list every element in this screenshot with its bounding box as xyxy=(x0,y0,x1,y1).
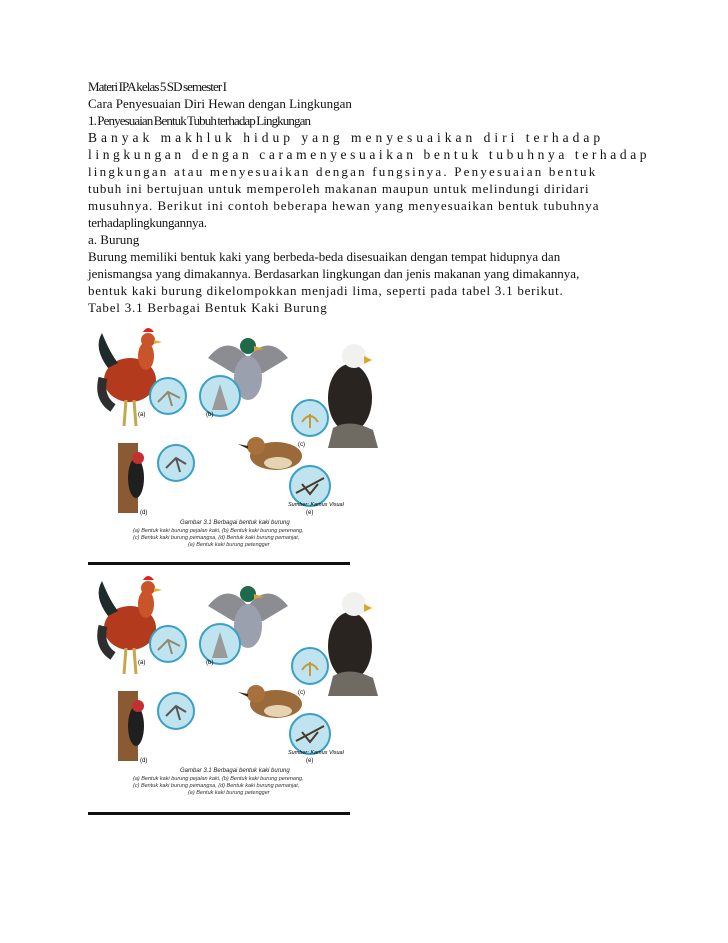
doc-title: Materi IPA kelas 5 SD semester I xyxy=(88,79,227,94)
caption-line: (c) Bentuk kaki burung pemangsa, (d) Bentuk kaki burung pemanjat, xyxy=(133,535,300,541)
caption-title: Gambar 3.1 Berbagai bentuk kaki burung xyxy=(180,520,290,526)
body-line: bentuk kaki burung dikelompokkan menjadi lima, seperti pada tabel 3.1 berikut. xyxy=(88,283,564,298)
caption-line: (a) Bentuk kaki burung pejalan kaki, (b) Bentuk kaki burung perenang, xyxy=(133,776,304,782)
caption-line: (e) Bentuk kaki burung petengger xyxy=(188,542,270,548)
caption-line: (c) Bentuk kaki burung pemangsa, (d) Bentuk kaki burung pemanjat, xyxy=(133,783,300,789)
fig-label: (c) xyxy=(298,442,305,448)
rooster-illustration xyxy=(99,576,162,674)
figure-rule xyxy=(88,562,350,565)
caption-line: (e) Bentuk kaki burung petengger xyxy=(188,790,270,796)
subsection-heading: a. Burung xyxy=(88,232,140,247)
woodpecker-illustration xyxy=(118,443,144,513)
fig-label: (b) xyxy=(206,660,214,666)
fig-label: (d) xyxy=(140,758,148,764)
body-line: jenismangsa yang dimakannya. Berdasarkan lingkungan dan jenis makanan yang dimakannya, xyxy=(88,266,580,281)
table-title: Tabel 3.1 Berbagai Bentuk Kaki Burung xyxy=(88,300,328,315)
paragraph-line: lingkungan atau menyesuaikan dengan fungsinya. Penyesuaian bentuk xyxy=(88,164,598,179)
paragraph-line: Banyak makhluk hidup yang menyesuaikan diri terhadap xyxy=(88,130,605,145)
caption-title: Gambar 3.1 Berbagai bentuk kaki burung xyxy=(180,768,290,774)
doc-subtitle: Cara Penyesuaian Diri Hewan dengan Lingkungan xyxy=(88,96,352,111)
eagle-illustration xyxy=(328,344,378,448)
paragraph-line: terhadaplingkungannya. xyxy=(88,215,207,230)
woodpecker-illustration xyxy=(118,691,144,761)
foot-circle-a xyxy=(150,626,186,662)
bird-feet-figure-duplicate xyxy=(88,566,388,816)
fig-label: (e) xyxy=(306,510,314,516)
body-line: Burung memiliki bentuk kaki yang berbeda-beda disesuaikan dengan tempat hidupnya dan xyxy=(88,249,561,264)
paragraph-line: musuhnya. Berikut ini contoh beberapa hewan yang menyesuaikan bentuk tubuhnya xyxy=(88,198,600,213)
figure-rule xyxy=(88,812,350,815)
paragraph-line: tubuh ini bertujuan untuk memperoleh makanan maupun untuk melindungi diridari xyxy=(88,181,590,196)
eagle-illustration xyxy=(328,592,378,696)
paragraph-line: lingkungan dengan caramenyesuaikan bentuk tubuhnya terhadap xyxy=(88,147,651,162)
perching-bird-illustration xyxy=(238,437,302,470)
fig-label: (a) xyxy=(138,412,146,418)
figure-source: Sumber: Kamus Visual xyxy=(288,750,344,756)
foot-circle-a xyxy=(150,378,186,414)
document-page xyxy=(88,78,651,316)
fig-label: (a) xyxy=(138,660,146,666)
fig-label: (e) xyxy=(306,758,314,764)
foot-circle-d xyxy=(158,445,194,481)
bird-feet-figure xyxy=(88,318,388,568)
fig-label: (c) xyxy=(298,690,305,696)
fig-label: (d) xyxy=(140,510,148,516)
figure-source: Sumber: Kamus Visual xyxy=(288,502,344,508)
foot-circle-d xyxy=(158,693,194,729)
section-heading: 1. Penyesuaian Bentuk Tubuh terhadap Lingkungan xyxy=(88,113,311,128)
caption-line: (a) Bentuk kaki burung pejalan kaki, (b) Bentuk kaki burung perenang, xyxy=(133,528,304,534)
fig-label: (b) xyxy=(206,412,214,418)
perching-bird-illustration xyxy=(238,685,302,718)
rooster-illustration xyxy=(99,328,162,426)
